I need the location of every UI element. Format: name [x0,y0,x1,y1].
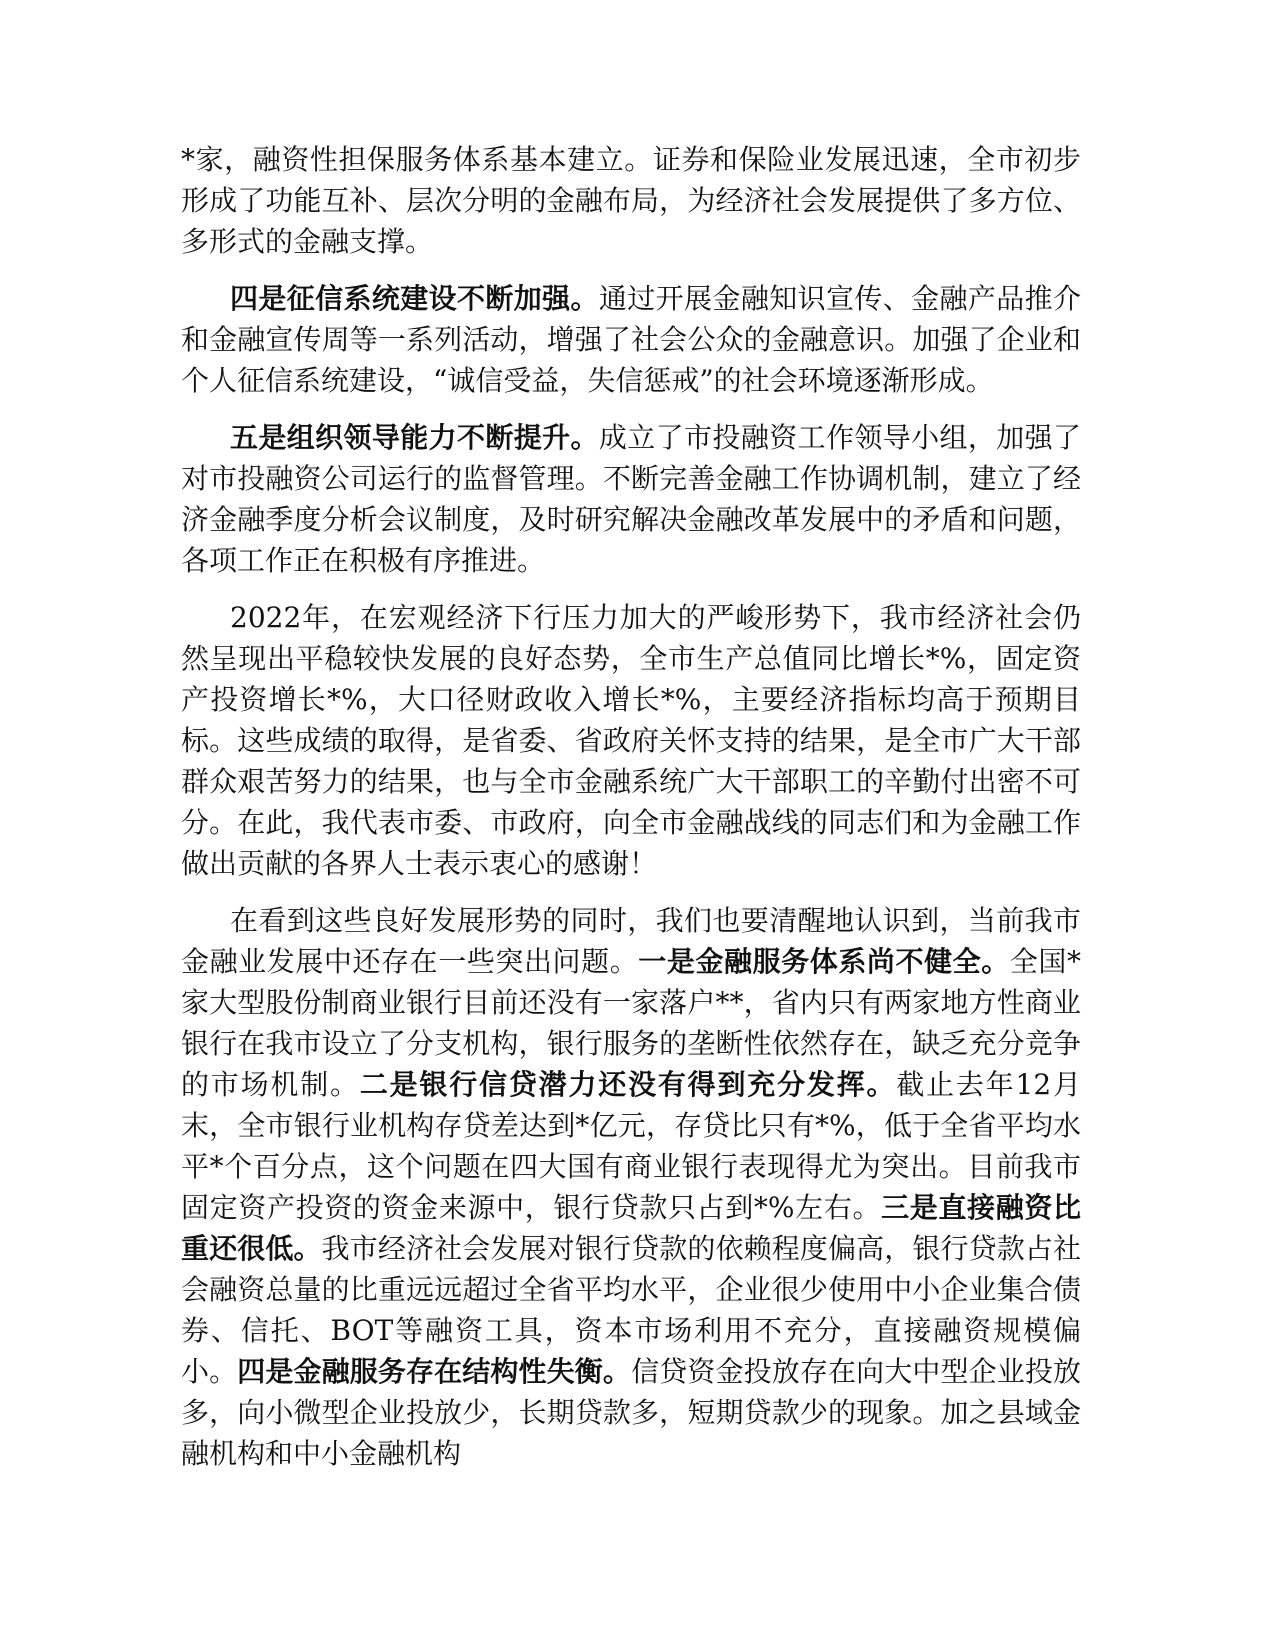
paragraph-text: *家，融资性担保服务体系基本建立。证券和保险业发展迅速，全市初步形成了功能互补、层次分明的金融布局，为经济社会发展提供了多方位、多形式的金融支撑。 [181,143,1081,258]
paragraph-heading: 四是征信系统建设不断加强。 [230,282,599,315]
paragraph-heading: 五是组织领导能力不断提升。 [230,421,599,454]
paragraph-text: 截止去年12月末，全市银行业机构存贷差达到*亿元，存贷比只有*%，低于全省平均水平*个百分点，这个问题在四大国有商业银行表现得尤为突出。目前我市固定资产投资的资金来源中，银行贷款只占到*%左右。 [181,1068,1081,1224]
paragraph-text: 信贷资金投放存在向大中型企业投放多，向小微型企业投放少，长期贷款多，短期贷款少的现象。加之县域金融机构和中小金融机构 [181,1355,1081,1470]
paragraph-heading: 二是银行信贷潜力还没有得到充分发挥。 [359,1068,897,1101]
paragraph-1 [181,139,1081,262]
paragraph-heading: 三是直接融资比重还很低。 [181,1191,1081,1265]
paragraph-4 [181,597,1081,884]
paragraph-5 [181,900,1081,1474]
paragraph-heading: 四是金融服务存在结构性失衡。 [237,1355,632,1388]
paragraph-heading: 一是金融服务体系尚不健全。 [638,945,1010,978]
document-page [181,139,1081,1490]
paragraph-text: 全国*家大型股份制商业银行目前还没有一家落户**，省内只有两家地方性商业银行在我市设立了分支机构，银行服务的垄断性依然存在，缺乏充分竞争的市场机制。 [181,945,1081,1101]
paragraph-text: 我市经济社会发展对银行贷款的依赖程度偏高，银行贷款占社会融资总量的比重远远超过全省平均水平，企业很少使用中小企业集合债券、信托、BOT等融资工具，资本市场利用不充分，直接融资规模偏小。 [181,1232,1081,1388]
paragraph-text: 在看到这些良好发展形势的同时，我们也要清醒地认识到，当前我市金融业发展中还存在一些突出问题。 [181,904,1081,978]
paragraph-2 [181,278,1081,401]
paragraph-text: 2022年，在宏观经济下行压力加大的严峻形势下，我市经济社会仍然呈现出平稳较快发展的良好态势，全市生产总值同比增长*%，固定资产投资增长*%，大口径财政收入增长*%，主要经济指标均高于预期目标。这些成绩的取得，是省委、省政府关怀支持的结果，是全市广大干部群众艰苦努力的结果，也与全市金融系统广大干部职工的辛勤付出密不可分。在此，我代表市委、市政府，向全市金融战线的同志们和为金融工作做出贡献的各界人士表示衷心的感谢！ [181,601,1081,880]
paragraph-3 [181,417,1081,581]
paragraph-text: 成立了市投融资工作领导小组，加强了对市投融资公司运行的监督管理。不断完善金融工作协调机制，建立了经济金融季度分析会议制度，及时研究解决金融改革发展中的矛盾和问题，各项工作正在积极有序推进。 [181,421,1081,577]
paragraph-text: 通过开展金融知识宣传、金融产品推介和金融宣传周等一系列活动，增强了社会公众的金融意识。加强了企业和个人征信系统建设，“诚信受益，失信惩戒”的社会环境逐渐形成。 [181,282,1081,397]
